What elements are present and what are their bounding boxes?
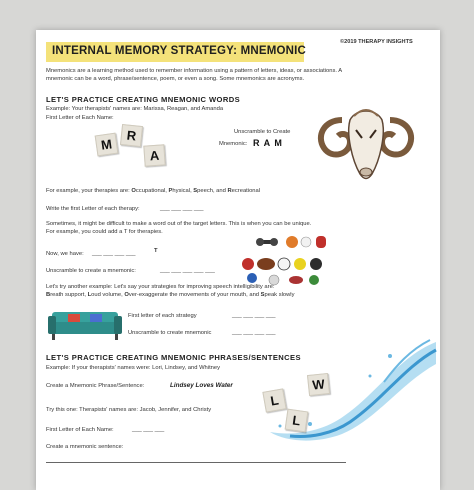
- create-phrase-value: Lindsey Loves Water: [170, 382, 233, 389]
- create-sentence-label: Create a mnemonic sentence:: [46, 444, 124, 450]
- added-letter-t: T: [154, 248, 158, 254]
- another-example-line: Let's try another example: Let's say your strategies for improving speech intelligibility are:: [46, 284, 275, 290]
- sometimes-line-2: For example, you could add a T for therapies.: [46, 229, 163, 235]
- unscramble-mnemonic-label: Unscramble to create mnemonic: [128, 330, 212, 336]
- intro-line-1: Mnemonics are a learning method used to remember information using a pattern of letters, ideas, or associations. A: [46, 68, 343, 74]
- mnemonic-label: Mnemonic:: [219, 141, 248, 147]
- unscramble-create-label: Unscramble to create a mnemonic:: [46, 268, 136, 274]
- create-phrase-label: Create a Mnemonic Phrase/Sentence:: [46, 383, 145, 389]
- now-we-have-blanks[interactable]: ___ ___ ___ ___: [92, 251, 136, 257]
- write-first-letter-label: Write the first Letter of each therapy:: [46, 206, 140, 212]
- letter-tile-l2: L: [285, 409, 309, 433]
- first-letter-strategy-label: First letter of each strategy: [128, 313, 197, 319]
- copyright: ©2019 THERAPY INSIGHTS: [340, 39, 413, 45]
- unscramble-mnemonic-blanks[interactable]: ___ ___ ___ ___: [232, 330, 276, 336]
- first-letter-label: First Letter of Each Name:: [46, 115, 114, 121]
- sports-balls-icon: [240, 236, 330, 286]
- example-names: Example: Your therapists' names are: Marissa, Reagan, and Amanda: [46, 106, 224, 112]
- ram-icon: [312, 90, 420, 188]
- names-letter-blanks[interactable]: ___ ___ ___: [132, 427, 165, 433]
- unscramble-blanks[interactable]: ___ ___ ___ ___ ___: [160, 268, 215, 274]
- mnemonic-value: R A M: [253, 138, 283, 148]
- first-letter-names-label: First Letter of Each Name:: [46, 427, 114, 433]
- letter-tile-a: A: [143, 144, 165, 166]
- couch-icon: [46, 308, 124, 342]
- try-this-line: Try this one: Therapists' names are: Jacob, Jennifer, and Christy: [46, 407, 212, 413]
- page-title: INTERNAL MEMORY STRATEGY: MNEMONIC: [52, 45, 307, 57]
- sentence-answer-line[interactable]: [46, 462, 346, 463]
- letter-tile-w: W: [307, 373, 330, 396]
- worksheet: [36, 30, 440, 490]
- strategies-list: Breath support, Loud volume, Over-exaggerate the movements of your mouth, and Speak slowly: [46, 292, 295, 298]
- therapy-letter-blanks[interactable]: ___ ___ ___ ___: [160, 206, 204, 212]
- letter-tile-l1: L: [262, 388, 286, 412]
- now-we-have-label: Now, we have:: [46, 251, 84, 257]
- sometimes-line-1: Sometimes, it might be difficult to make a word out of the target letters. This is when you can be unique.: [46, 221, 312, 227]
- letter-tile-r: R: [120, 124, 143, 147]
- therapies-example: For example, your therapies are: Occupational, Physical, Speech, and Recreational: [46, 188, 261, 194]
- section-heading-phrases: LET'S PRACTICE CREATING MNEMONIC PHRASES/SENTENCES: [46, 353, 301, 362]
- strategy-letter-blanks[interactable]: ___ ___ ___ ___: [232, 313, 276, 319]
- letter-tile-m: M: [95, 133, 119, 157]
- intro-line-2: mnemonic can be a word, phrase/sentence, poem, or even a song. Some mnemonics are acronyms.: [46, 76, 305, 82]
- unscramble-label: Unscramble to Create: [234, 129, 291, 135]
- section-heading-words: LET'S PRACTICE CREATING MNEMONIC WORDS: [46, 95, 241, 104]
- example-names-2: Example: If your therapists' names were: Lori, Lindsey, and Whitney: [46, 365, 221, 371]
